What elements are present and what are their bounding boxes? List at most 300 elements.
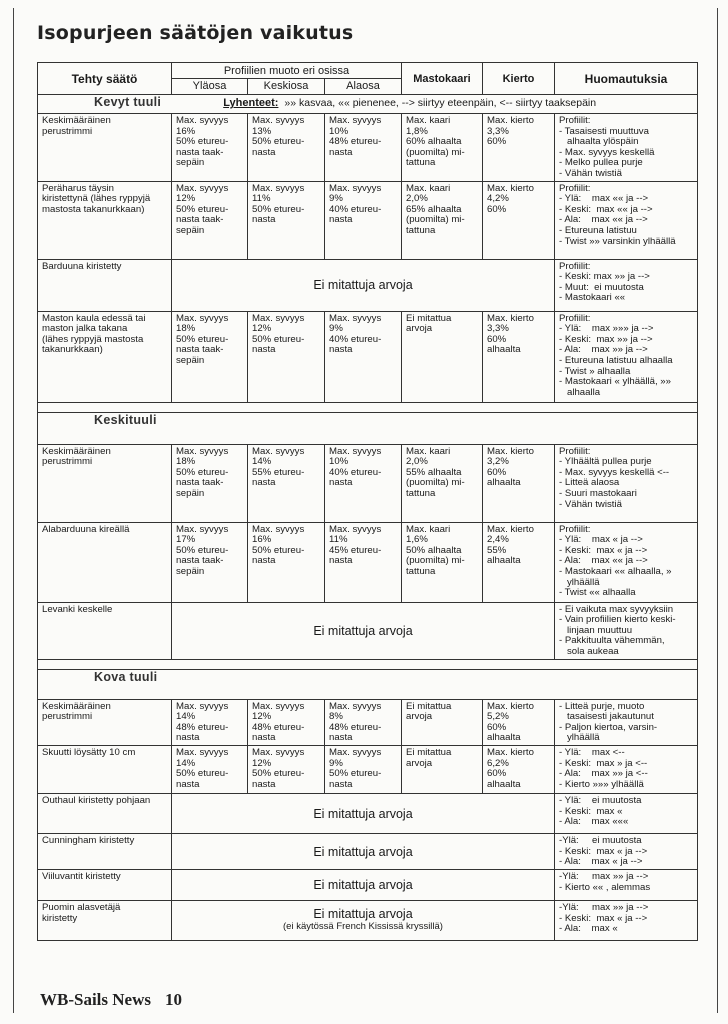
adjustment-cell-line: takanurkkaan) [42,344,103,356]
mast-bend-cell-line: 50% alhaalta [406,544,462,556]
lower-profile-cell [325,311,402,402]
adjustment-cell-line: Viiluvantit kiristetty [42,870,121,882]
upper-profile-cell-line: sepäin [176,224,205,236]
lower-profile-cell [325,745,402,793]
adjustment-cell-line: Puomin alasvetäjä [42,901,121,913]
lower-profile-cell-line: nasta [329,214,353,226]
twist-cell [483,522,555,602]
adjustment-cell [38,181,172,259]
twist-cell-line: 60% [487,203,507,215]
lower-profile-cell-line: nasta [329,344,353,356]
middle-profile-cell [248,699,325,745]
twist-cell-line: 60% [487,136,507,148]
middle-profile-cell-line: 12% [252,757,272,769]
adjustment-cell-line: Keskimääräinen [42,115,111,126]
notes-cell-line: sola aukeaa [559,645,619,657]
upper-profile-cell [172,522,248,602]
notes-cell-line: - Kierto »»» ylhäällä [559,778,644,790]
upper-profile-cell-line: 18% [176,323,196,335]
upper-profile-cell-line: Max. syvyys [176,182,229,194]
notes-cell [555,699,698,745]
middle-profile-cell [248,522,325,602]
twist-cell-line: Max. kierto [487,523,534,535]
twist-cell-line: Max. kierto [487,182,534,194]
adjustment-cell-line: maston jalka takana [42,323,128,335]
twist-cell-line: alhaalta [487,732,521,744]
lower-profile-cell-line: Max. syvyys [329,445,382,457]
adjustment-cell [38,444,172,522]
lower-profile-cell-line: 45% etureu- [329,544,382,556]
twist-cell [483,699,555,745]
notes-cell-line: - Ala: max «« ja --> [559,214,648,226]
twist-cell-line: 60% [487,466,507,478]
adjustment-cell [38,745,172,793]
adjustment-cell [38,602,172,659]
sail-trim-table [37,62,698,941]
notes-cell [555,793,698,833]
upper-profile-cell-line: nasta taak- [176,477,224,489]
middle-profile-cell-line: Max. syvyys [252,312,305,324]
mast-bend-cell-line: (puomilta) mi- [406,214,465,226]
lower-profile-cell-line: 48% etureu- [329,136,382,148]
twist-cell-line: Max. kierto [487,445,534,457]
mast-bend-cell-line: Max. kaari [406,182,451,194]
mast-bend-cell [402,699,483,745]
notes-cell-line: - Ylä: ei muutosta [559,794,642,806]
twist-cell-line: 55% [487,544,507,556]
adjustment-cell-line: Outhaul kiristetty pohjaan [42,794,151,806]
notes-cell-line: - Twist »» varsinkin ylhäällä [559,235,676,247]
section-name: Keskituuli [94,412,157,427]
notes-cell-line: - Ylhäältä pullea purje [559,456,652,468]
upper-profile-cell-line: 50% etureu- [176,203,229,215]
middle-profile-cell [248,444,325,522]
header-mast-bend: Mastokaari [402,63,483,95]
mast-bend-cell [402,522,483,602]
lower-profile-cell-line: 10% [329,125,349,137]
notes-cell-line: - Paljon kiertoa, varsin- [559,721,658,733]
notes-cell-line: - Max. syvyys keskellä [559,146,655,158]
lower-profile-cell-line: nasta [329,732,353,744]
no-values-cell [172,793,555,833]
middle-profile-cell-line: nasta [252,344,276,356]
mast-bend-cell-line: tattuna [406,157,436,169]
mast-bend-cell [402,444,483,522]
adjustment-cell-line: Barduuna kiristetty [42,260,122,272]
notes-cell-line: - Keski: max » ja <-- [559,757,648,769]
notes-cell-line: - Keski: max »» ja --> [559,333,653,345]
middle-profile-cell-line: 13% [252,125,272,137]
mast-bend-cell-line: (puomilta) mi- [406,146,465,158]
notes-cell-line: - Keski: max « ja --> [559,912,648,924]
mast-bend-cell-line: 65% alhaalta [406,203,462,215]
notes-cell-line: - Twist » alhaalla [559,365,631,377]
mast-bend-cell-line: (puomilta) mi- [406,477,465,489]
upper-profile-cell-line: sepäin [176,157,205,169]
notes-cell-line: Profiilit: [559,523,591,535]
middle-profile-cell-line: 11% [252,193,271,205]
notes-cell-line: - Litteä purje, muoto [559,700,645,712]
twist-cell-line: 6,2% [487,757,509,769]
twist-cell-line: Max. kierto [487,115,534,126]
adjustment-cell-line: Keskimääräinen [42,700,111,712]
middle-profile-cell-line: nasta [252,732,276,744]
lower-profile-cell-line: 11% [329,534,348,546]
middle-profile-cell-line: Max. syvyys [252,700,305,712]
upper-profile-cell-line: nasta taak- [176,146,224,158]
lower-profile-cell [325,699,402,745]
upper-profile-cell-line: nasta taak- [176,344,224,356]
upper-profile-cell-line: 50% etureu- [176,136,229,148]
adjustment-cell-line: Levanki keskelle [42,603,113,615]
adjustment-cell-line: (lähes ryppyjä mastosta [42,333,144,345]
section-gap-cell [38,659,698,669]
twist-cell [483,114,555,182]
upper-profile-cell-line: 12% [176,193,196,205]
middle-profile-cell-line: 48% etureu- [252,721,305,733]
notes-cell-line: - Tasaisesti muuttuva [559,125,649,137]
table-row [38,793,698,833]
notes-cell [555,745,698,793]
notes-cell [555,522,698,602]
twist-cell-line: 3,3% [487,125,509,137]
mast-bend-cell-line: Ei mitattua [406,746,452,758]
lower-profile-cell-line: 8% [329,711,343,723]
upper-profile-cell-line: Max. syvyys [176,115,229,126]
upper-profile-cell-line: Max. syvyys [176,746,229,758]
table-row [38,181,698,259]
adjustment-cell-line: Maston kaula edessä tai [42,312,146,324]
middle-profile-cell-line: 16% [252,534,272,546]
table-row [38,602,698,659]
adjustment-cell [38,699,172,745]
upper-profile-cell-line: 50% etureu- [176,466,229,478]
lower-profile-cell-line: 10% [329,456,349,468]
upper-profile-cell-line: 16% [176,125,196,137]
lower-profile-cell-line: 40% etureu- [329,466,382,478]
middle-profile-cell-line: Max. syvyys [252,746,305,758]
no-values-cell [172,869,555,900]
upper-profile-cell-line: nasta [176,732,200,744]
lower-profile-cell-line: 9% [329,193,343,205]
notes-cell-line: - Ylä: max « ja --> [559,534,643,546]
mast-bend-cell [402,181,483,259]
no-values-cell [172,602,555,659]
notes-cell-line: - Twist «« alhaalla [559,587,636,599]
middle-profile-cell [248,114,325,182]
twist-cell-line: Max. kierto [487,700,534,712]
notes-cell-line: - Litteä alaosa [559,477,620,489]
notes-cell-line: - Keski: max «« ja --> [559,203,653,215]
adjustment-cell [38,259,172,311]
notes-cell-line: - Mastokaari «« [559,292,626,304]
page-title: Isopurjeen säätöjen vaikutus [37,22,354,44]
mast-bend-cell-line: Ei mitattua [406,312,452,324]
middle-profile-cell-line: 12% [252,323,272,335]
twist-cell [483,745,555,793]
middle-profile-cell-line: 50% etureu- [252,333,305,345]
upper-profile-cell-line: nasta taak- [176,555,224,567]
upper-profile-cell-line: 50% etureu- [176,544,229,556]
notes-cell-line: - Ala: max « [559,923,618,935]
notes-cell-line: ylhäällä [559,732,600,744]
lower-profile-cell-line: nasta [329,146,353,158]
notes-cell-line: - Vähän twistiä [559,498,622,510]
section-name: Kova tuuli [94,669,158,684]
upper-profile-cell-line: 50% etureu- [176,768,229,780]
adjustment-cell [38,114,172,182]
middle-profile-cell-line: 50% etureu- [252,203,305,215]
notes-cell [555,311,698,402]
notes-cell-line: linjaan muuttuu [559,624,633,636]
section-header [38,95,698,114]
lower-profile-cell-line: 9% [329,757,343,769]
lower-profile-cell-line: Max. syvyys [329,700,382,712]
table-row [38,259,698,311]
upper-profile-cell-line: Max. syvyys [176,523,229,535]
middle-profile-cell-line: 12% [252,711,272,723]
twist-cell-line: 4,2% [487,193,509,205]
lower-profile-cell-line: Max. syvyys [329,115,382,126]
notes-cell-line: Profiilit: [559,445,591,457]
middle-profile-cell-line: nasta [252,214,276,226]
twist-cell-line: 60% [487,721,507,733]
notes-cell-line: - Mastokaari « ylhäällä, »» [559,376,671,388]
lower-profile-cell-line: nasta [329,477,353,489]
lower-profile-cell [325,444,402,522]
middle-profile-cell-line: 50% etureu- [252,136,305,148]
mast-bend-cell-line: Max. kaari [406,445,451,457]
adjustment-cell-line: mastosta takanurkkaan) [42,203,145,215]
upper-profile-cell [172,311,248,402]
upper-profile-cell-line: sepäin [176,487,205,499]
section-header [38,412,698,444]
adjustment-cell-line: Peräharus täysin [42,182,114,194]
mast-bend-cell-line: tattuna [406,224,436,236]
no-values-note: (ei käytössä French Kississä kryssillä) [283,921,443,933]
middle-profile-cell-line: 55% etureu- [252,466,305,478]
twist-cell [483,444,555,522]
mast-bend-cell-line: 1,8% [406,125,428,137]
header-notes: Huomautuksia [555,63,698,95]
notes-cell [555,181,698,259]
legend-label: Lyhenteet: [223,97,279,109]
notes-cell-line: - Keski: max « [559,805,623,817]
notes-cell-line: - Ala: max ««« [559,816,629,828]
section-header [38,669,698,699]
mast-bend-cell-line: (puomilta) mi- [406,555,465,567]
notes-cell [555,602,698,659]
adjustment-cell-line: Alabarduuna kireällä [42,523,130,535]
mast-bend-cell-line: 1,6% [406,534,428,546]
notes-cell [555,259,698,311]
adjustment-cell-line: Cunningham kiristetty [42,834,135,846]
notes-cell [555,114,698,182]
notes-cell-line: - Ylä: max <-- [559,746,625,758]
table-row [38,311,698,402]
lower-profile-cell [325,522,402,602]
section-header-cell [38,669,698,699]
adjustment-cell [38,793,172,833]
twist-cell-line: 3,3% [487,323,509,335]
mast-bend-cell-line: Max. kaari [406,523,451,535]
adjustment-cell-line: Skuutti löysätty 10 cm [42,746,136,758]
mast-bend-cell [402,311,483,402]
section-gap [38,659,698,669]
twist-cell-line: 5,2% [487,711,509,723]
lower-profile-cell [325,114,402,182]
upper-profile-cell-line: 14% [176,711,196,723]
adjustment-cell-line: Keskimääräinen [42,445,111,457]
notes-cell-line: Profiilit: [559,182,591,194]
mast-bend-cell-line: 2,0% [406,456,428,468]
notes-cell-line: ylhäällä [559,576,600,588]
middle-profile-cell-line: nasta [252,477,276,489]
lower-profile-cell-line: 9% [329,323,343,335]
twist-cell-line: alhaalta [487,477,521,489]
middle-profile-cell [248,181,325,259]
middle-profile-cell-line: nasta [252,555,276,567]
footer-publication: WB-Sails News [40,990,151,1009]
middle-profile-cell [248,745,325,793]
notes-cell [555,900,698,940]
lower-profile-cell-line: nasta [329,555,353,567]
upper-profile-cell-line: nasta taak- [176,214,224,226]
no-values-cell [172,259,555,311]
table-row [38,900,698,940]
notes-cell-line: - Ei vaikuta max syvyyksiin [559,603,674,615]
lower-profile-cell-line: Max. syvyys [329,746,382,758]
upper-profile-cell-line: nasta [176,778,200,790]
upper-profile-cell-line: 48% etureu- [176,721,229,733]
twist-cell [483,311,555,402]
legend-text: »» kasvaa, «« pienenee, --> siirtyy eteenpäin, <-- siirtyy taaksepäin [284,97,597,109]
adjustment-cell-line: kiristetty [42,912,78,924]
header-twist: Kierto [483,63,555,95]
no-values-text: Ei mitattuja arvoja [313,844,413,859]
section-gap-cell [38,402,698,412]
notes-cell-line: - Ala: max »» ja <-- [559,768,648,780]
upper-profile-cell [172,181,248,259]
lower-profile-cell-line: 40% etureu- [329,203,382,215]
header-lower: Alaosa [325,79,402,95]
notes-cell-line: -Ylä: max »» ja --> [559,901,649,913]
upper-profile-cell [172,745,248,793]
table-row [38,444,698,522]
table-header [38,63,698,95]
notes-cell-line: - Vain profiilien kierto keski- [559,614,676,626]
mast-bend-cell-line: 2,0% [406,193,428,205]
notes-cell [555,869,698,900]
middle-profile-cell-line: Max. syvyys [252,115,305,126]
twist-cell-line: Max. kierto [487,746,534,758]
notes-cell-line: - Ylä: max «« ja --> [559,193,649,205]
table-row [38,522,698,602]
notes-cell-line: - Ala: max « ja --> [559,856,643,868]
mast-bend-cell-line: Ei mitattua [406,700,452,712]
mast-bend-cell-line: 60% alhaalta [406,136,462,148]
lower-profile-cell-line: Max. syvyys [329,182,382,194]
notes-cell-line: -Ylä: max »» ja --> [559,870,649,882]
notes-cell-line: - Muut: ei muutosta [559,281,644,293]
notes-cell-line: - Vähän twistiä [559,167,622,179]
notes-cell-line: - Pakkituulta vähemmän, [559,635,665,647]
notes-cell-line: tasaisesti jakautunut [559,711,654,723]
notes-cell-line: - Max. syvyys keskellä <-- [559,466,670,478]
twist-cell-line: alhaalta [487,555,521,567]
adjustment-cell [38,900,172,940]
header-adjustment: Tehty säätö [38,63,172,95]
table-body [38,95,698,941]
middle-profile-cell-line: 14% [252,456,272,468]
table-row [38,699,698,745]
section-header-cell [38,412,698,444]
header-upper: Yläosa [172,79,248,95]
upper-profile-cell-line: 18% [176,456,196,468]
adjustment-cell [38,311,172,402]
middle-profile-cell-line: Max. syvyys [252,182,305,194]
footer-page-number: 10 [164,990,182,1009]
table-row [38,833,698,869]
mast-bend-cell-line: arvoja [406,711,433,723]
table-row [38,114,698,182]
adjustment-cell [38,833,172,869]
twist-cell-line: 60% [487,333,507,345]
notes-cell-line: alhaalta ylöspäin [559,136,639,148]
mast-bend-cell-line: arvoja [406,323,433,335]
middle-profile-cell-line: Max. syvyys [252,445,305,457]
twist-cell-line: Max. kierto [487,312,534,324]
twist-cell-line: 3,2% [487,456,509,468]
notes-cell [555,444,698,522]
notes-cell-line: - Ala: max «« ja --> [559,555,648,567]
notes-cell-line: - Mastokaari «« alhaalla, » [559,565,672,577]
no-values-cell [172,833,555,869]
section-header-cell [38,95,698,114]
middle-profile-cell-line: 50% etureu- [252,544,305,556]
lower-profile-cell [325,181,402,259]
adjustment-cell-line: perustrimmi [42,125,93,137]
middle-profile-cell [248,311,325,402]
mast-bend-cell-line: Max. kaari [406,115,451,126]
mast-bend-cell-line: arvoja [406,757,433,769]
header-profile: Profiilien muoto eri osissa [172,63,402,79]
notes-cell-line: - Etureuna latistuu alhaalla [559,354,673,366]
notes-cell-line: Profiilit: [559,260,591,272]
notes-cell-line: -Ylä: ei muutosta [559,834,642,846]
lower-profile-cell-line: Max. syvyys [329,312,382,324]
notes-cell-line: - Ala: max »» ja --> [559,344,648,356]
upper-profile-cell-line: 50% etureu- [176,333,229,345]
table-row [38,869,698,900]
middle-profile-cell-line: Max. syvyys [252,523,305,535]
twist-cell-line: 60% [487,768,507,780]
upper-profile-cell [172,699,248,745]
notes-cell-line: - Suuri mastokaari [559,487,637,499]
middle-profile-cell-line: 50% etureu- [252,768,305,780]
no-values-text: Ei mitattuja arvoja [313,278,413,293]
no-values-cell [172,900,555,940]
middle-profile-cell-line: nasta [252,146,276,158]
notes-cell-line: - Ylä: max »»» ja --> [559,323,654,335]
notes-cell-line: - Keski: max « ja --> [559,845,648,857]
no-values-text: Ei mitattuja arvoja [313,806,413,821]
upper-profile-cell-line: Max. syvyys [176,312,229,324]
mast-bend-cell [402,745,483,793]
table-row [38,745,698,793]
notes-cell-line: - Melko pullea purje [559,157,643,169]
adjustment-cell-line: perustrimmi [42,711,93,723]
